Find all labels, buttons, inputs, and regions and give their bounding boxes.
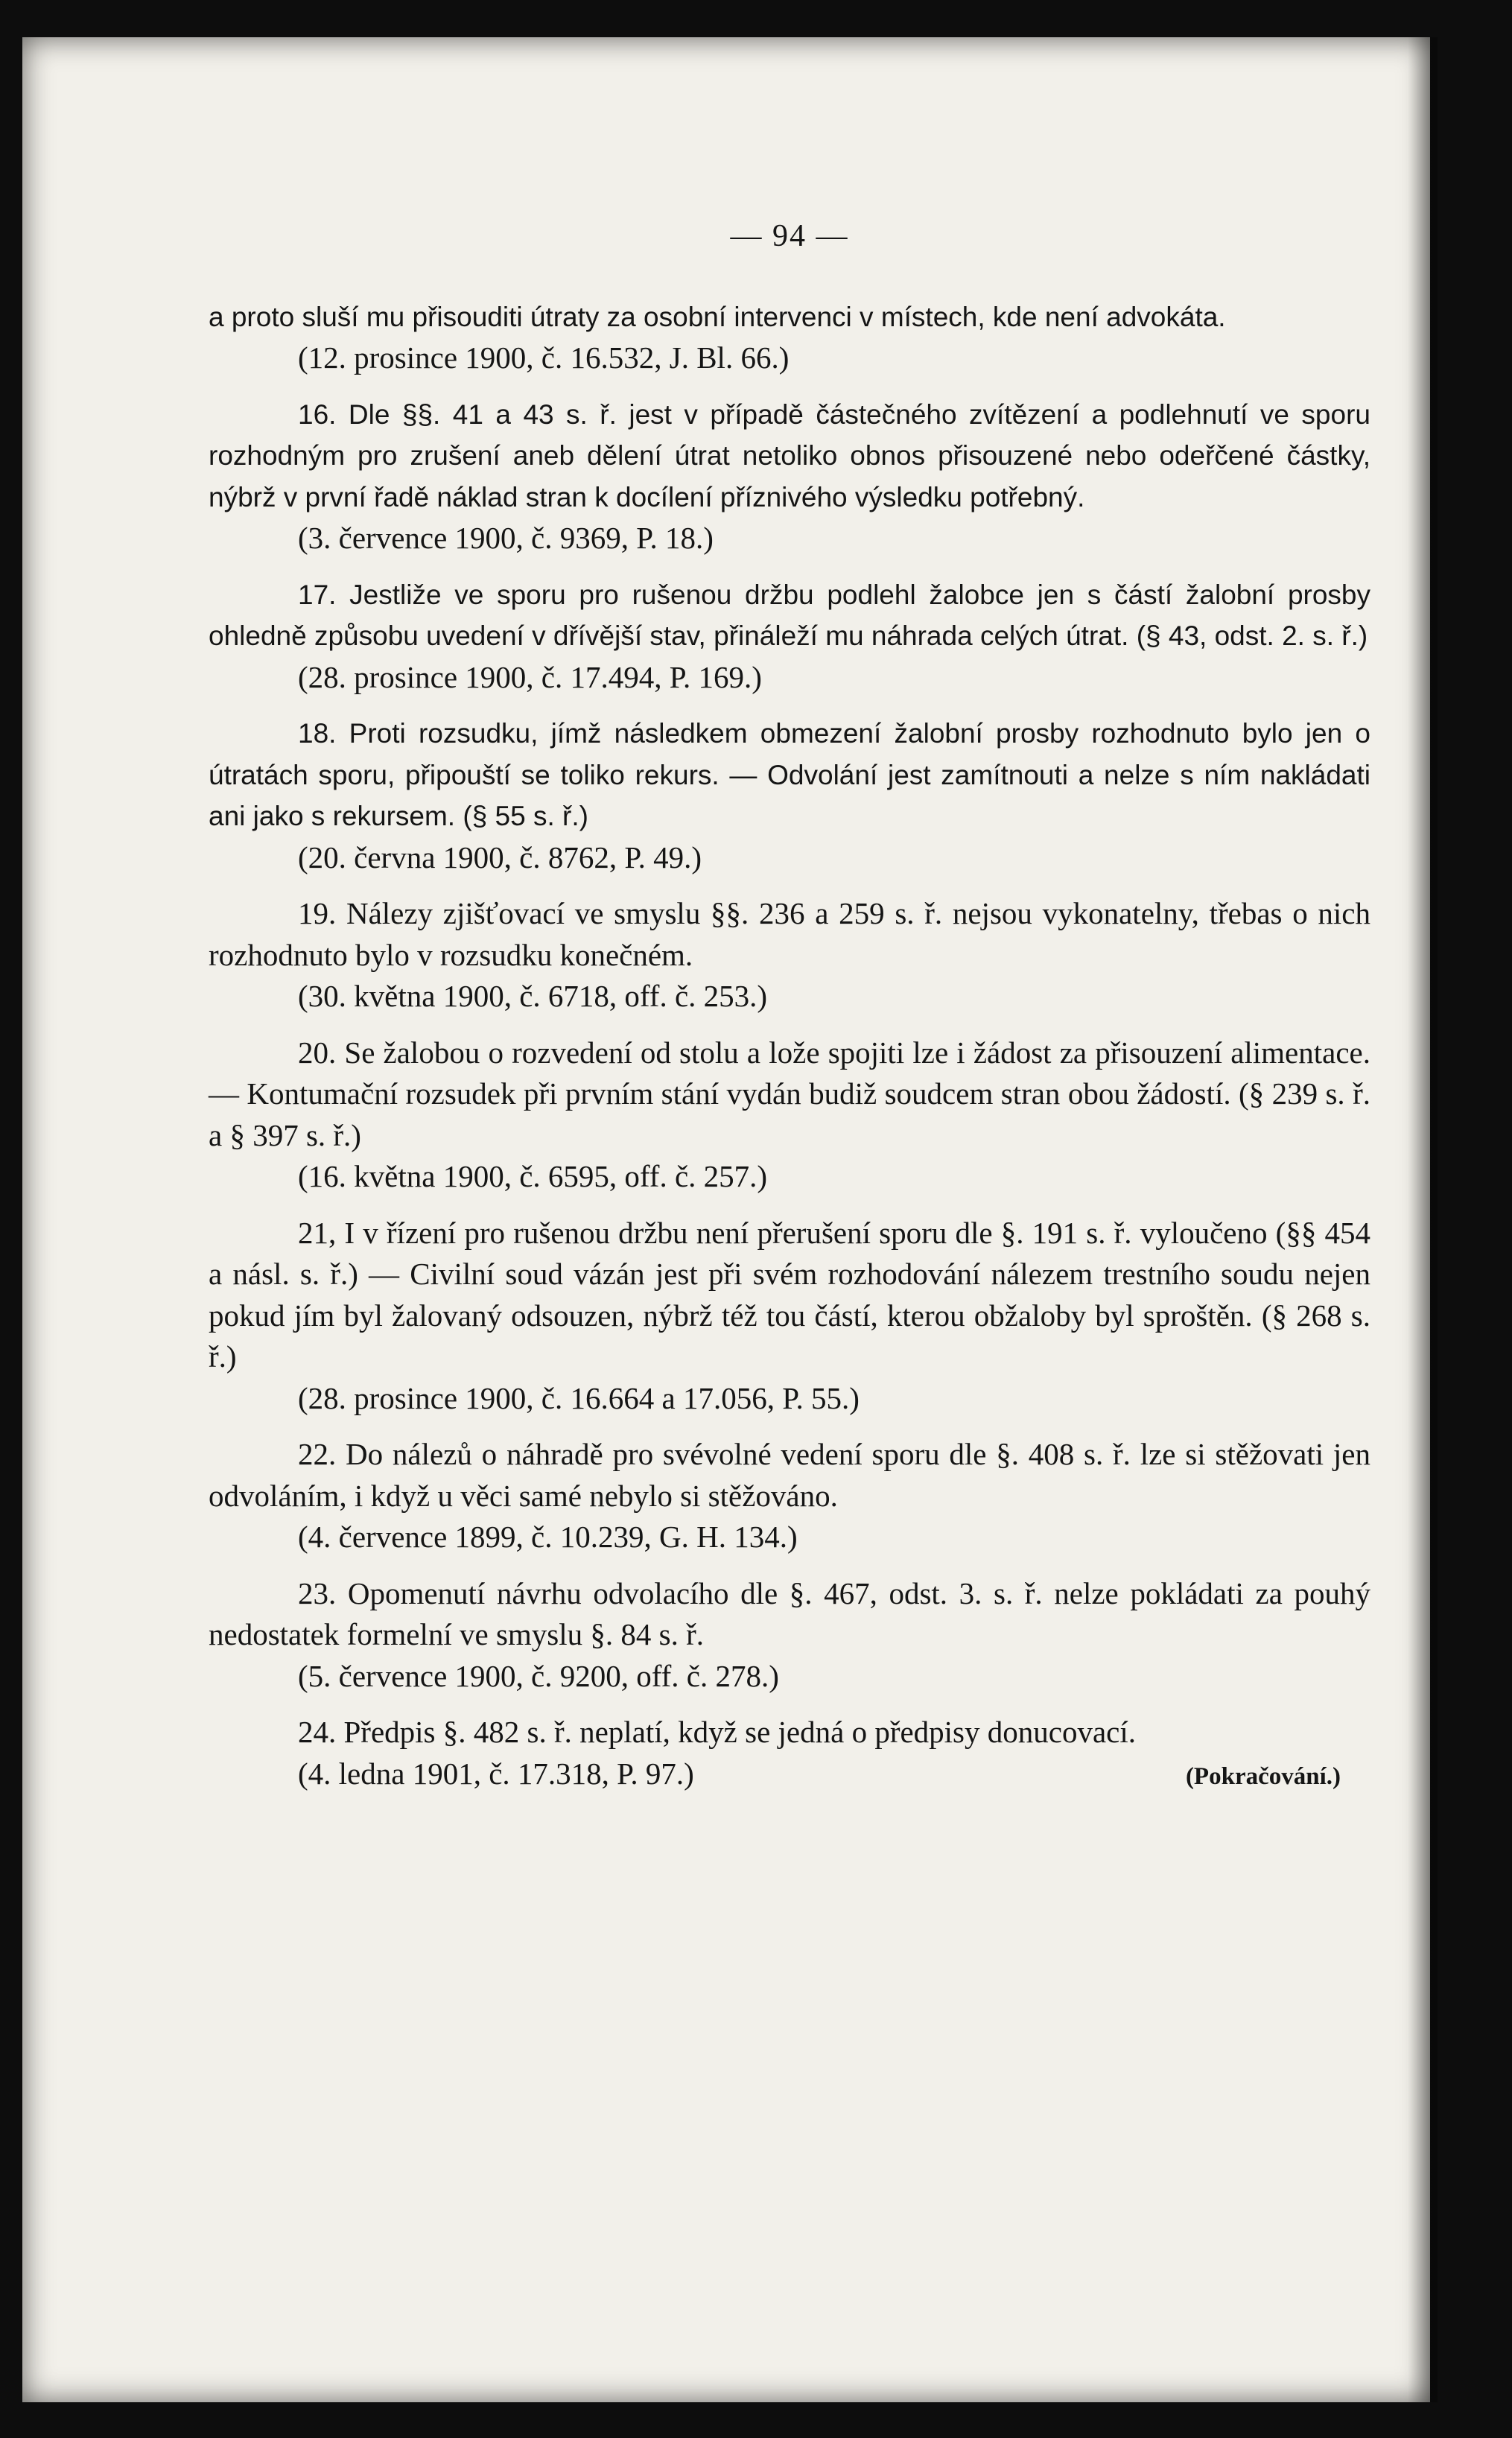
entry-citation: (28. prosince 1900, č. 17.494, P. 169.) [298, 659, 762, 694]
entry-23 [209, 1573, 1370, 1698]
entry-19 [209, 893, 1370, 1018]
entry-17 [209, 574, 1370, 699]
entry-22 [209, 1434, 1370, 1558]
entry-text: 23. Opomenutí návrhu odvolacího dle §. 467, odst. 3. s. ř. nelze pokládati za pouhý nedostatek formelní ve smyslu §. 84 s. ř. [209, 1575, 1370, 1651]
entry-text: a proto sluší mu přisouditi útraty za osobní intervenci v místech, kde není advokáta. [209, 301, 1226, 332]
entry-citation: (20. června 1900, č. 8762, P. 49.) [298, 839, 702, 874]
entry-text: 18. Proti rozsudku, jímž následkem obmezení žalobní prosby rozhodnuto bylo jen o útratách sporu, připouští se toliko rekurs. — Odvolání jest zamítnouti a nelze s ním nakládati ani jako s rekursem. (§ 55 s. ř.) [209, 718, 1370, 831]
final-line [209, 1753, 1370, 1798]
continued-label: (Pokračování.) [1185, 1762, 1341, 1790]
entry-citation: (5. července 1900, č. 9200, off. č. 278.) [298, 1658, 779, 1693]
entry-text: 19. Nálezy zjišťovací ve smyslu §§. 236 a 259 s. ř. nejsou vykonatelny, třebas o nich rozhodnuto bylo v rozsudku konečném. [209, 896, 1370, 972]
entry-citation: (30. května 1900, č. 6718, off. č. 253.) [298, 979, 768, 1013]
entry-text: 17. Jestliže ve sporu pro rušenou držbu podlehl žalobce jen s částí žalobní prosby ohledně způsobu uvedení v dřívější stav, přináleží mu náhrada celých útrat. (§ 43, odst. 2. s. ř.) [209, 579, 1370, 651]
entry-20 [209, 1032, 1370, 1198]
entry-24 [209, 1712, 1370, 1797]
entry-citation: (4. července 1899, č. 10.239, G. H. 134.) [298, 1520, 798, 1554]
entry-text: 21, I v řízení pro rušenou držbu není přerušení sporu dle §. 191 s. ř. vyloučeno (§§ 454 a násl. s. ř.) — Civilní soud vázán jest při svém rozhodování nálezem trestního soudu nejen pokud jím byl žalovaný odsouzen, nýbrž též tou částí, kterou obžaloby byl sproštěn. (§ 268 s. ř.) [209, 1215, 1370, 1374]
entry-21 [209, 1213, 1370, 1420]
scanned-page [22, 37, 1430, 2402]
page-number: — 94 — [730, 219, 849, 253]
page-text-column [209, 216, 1370, 1812]
entry-continuation [209, 296, 1370, 379]
entry-citation: (12. prosince 1900, č. 16.532, J. Bl. 66.) [298, 340, 790, 375]
entry-citation: (16. května 1900, č. 6595, off. č. 257.) [298, 1159, 768, 1193]
entry-text: 20. Se žalobou o rozvedení od stolu a lože spojiti lze i žádost za přisouzení alimentace. — Kontumační rozsudek při prvním stání vydán budiž soudcem stran obou žádostí. (§ 239 s. ř. a § 397 s. ř.) [209, 1035, 1370, 1152]
entry-citation: (3. července 1900, č. 9369, P. 18.) [298, 521, 714, 555]
entry-citation: (28. prosince 1900, č. 16.664 a 17.056, P. 55.) [298, 1380, 860, 1415]
entry-text: 24. Předpis §. 482 s. ř. neplatí, když se jedná o předpisy donucovací. [298, 1715, 1136, 1749]
entry-16 [209, 394, 1370, 559]
entry-text: 16. Dle §§. 41 a 43 s. ř. jest v případě částečného zvítězení a podlehnutí ve sporu rozhodným pro zrušení aneb dělení útrat netoliko obnos přisouzené nebo odeřčené částky, nýbrž v první řadě náklad stran k docílení příznivého výsledku potřebný. [209, 399, 1370, 512]
entry-citation: (4. ledna 1901, č. 17.318, P. 97.) [298, 1756, 694, 1791]
entry-18 [209, 713, 1370, 878]
entry-text: 22. Do nálezů o náhradě pro svévolné vedení sporu dle §. 408 s. ř. lze si stěžovati jen odvoláním, i když u věci samé nebylo si stěžováno. [209, 1437, 1370, 1513]
